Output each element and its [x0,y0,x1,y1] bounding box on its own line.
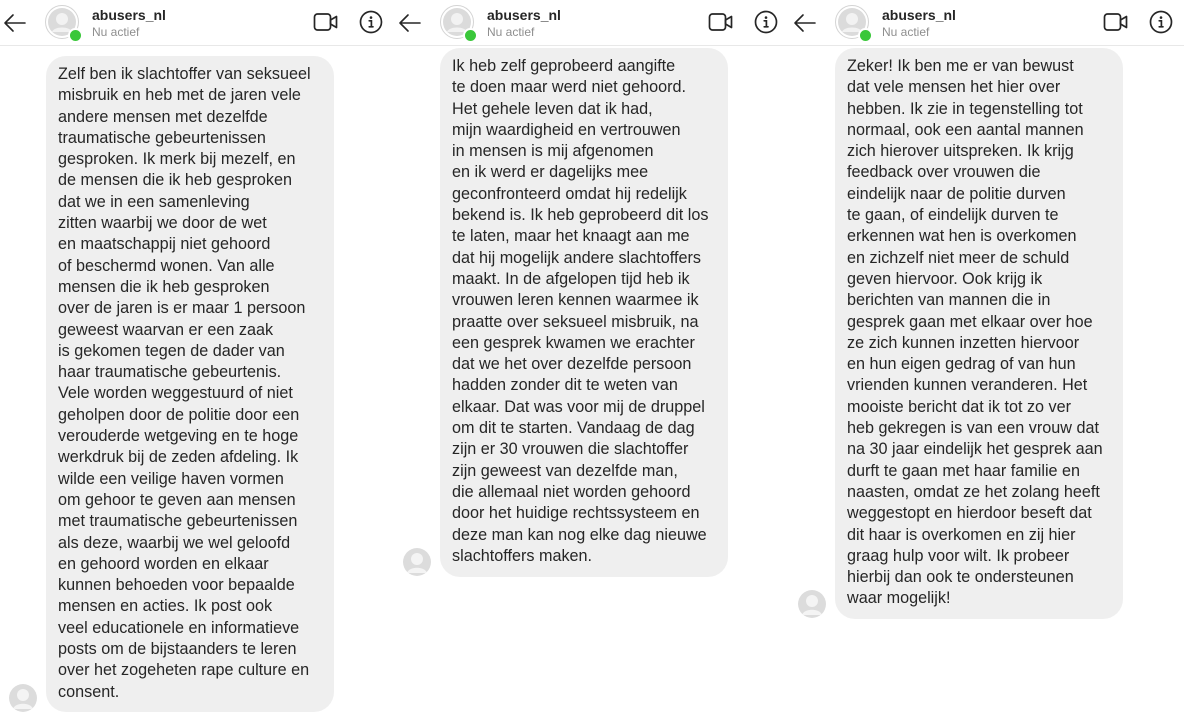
arrow-left-icon [2,10,28,36]
message-line: misbruik en heb met de jaren vele [58,86,301,105]
message-line: een gesprek kwamen we erachter [452,333,695,352]
message-line: te doen maar werd niet gehoord. [452,78,686,97]
message-line: gesproken. Ik merk bij mezelf, en [58,150,296,169]
message-line: te gaan, of eindelijk durven te [847,206,1059,225]
message-line: vrouwen leren kennen waarmee ik [452,291,699,310]
conversation-info-button[interactable] [754,10,778,34]
username[interactable]: abusers_nl [487,7,561,23]
message-line: berichten van mannen die in [847,291,1051,310]
message-line: door het huidige rechtssysteem en [452,504,700,523]
message-line: Zelf ben ik slachtoffer van seksueel [58,65,311,83]
message-line: mensen en acties. Ik post ook [58,597,273,616]
video-call-button[interactable] [1103,11,1129,33]
message-line: dat we het over dezelfde persoon [452,355,692,374]
message-line: waar mogelijk! [847,589,951,608]
message-line: Het gehele leven dat ik had, [452,99,653,118]
sender-avatar[interactable] [798,590,826,618]
message-line: veel educationele en informatieve [58,618,300,637]
message-line: geconfronteerd omdat hij redelijk [452,184,687,203]
default-avatar-icon [798,590,826,618]
message-line: heb gekregen is van een vrouw dat [847,419,1099,438]
message-line: posts om de bijstaanders te leren [58,640,297,659]
message-line: als deze, waarbij we wel geloofd [58,533,291,552]
arrow-left-icon [397,10,423,36]
info-icon [359,10,383,34]
message-line: dat vele mensen het hier over [847,78,1061,97]
message-line: consent. [58,682,120,701]
active-status: Nu actief [487,25,535,39]
message-line: elkaar. Dat was voor mij de druppel [452,397,705,416]
sender-avatar[interactable] [9,684,37,712]
message-line: maakt. In de afgelopen tijd heb ik [452,269,690,288]
message-line: verouderde wetgeving en te hoge [58,427,299,446]
message-line: over het zogeheten rape culture en [58,661,310,680]
message-line: kunnen behoeden voor bepaalde [58,576,295,595]
message-line: graag hulp voor wilt. Ik probeer [847,546,1070,565]
username[interactable]: abusers_nl [92,7,166,23]
message-line: feedback over vrouwen die [847,163,1041,182]
message-line: na 30 jaar eindelijk het gesprek aan [847,440,1103,459]
message-line: en maatschappij niet gehoord [58,235,271,254]
back-button[interactable] [792,10,818,36]
message-line: Zeker! Ik ben me er van bewust [847,57,1074,75]
chat-header [790,0,1184,46]
video-call-button[interactable] [313,11,339,33]
message-line: hierbij dan ook te ondersteunen [847,568,1074,587]
message-line: is gekomen tegen de dader van [58,341,285,360]
info-icon [1149,10,1173,34]
online-status-dot [858,28,873,43]
message-line: werkdruk bij de zeden afdeling. Ik [58,448,299,467]
message-line: mooiste bericht dat ik tot zo ver [847,397,1072,416]
active-status: Nu actief [882,25,930,39]
message-line: bekend is. Ik heb geprobeerd dit los [452,206,709,225]
message-line: geven hiervoor. Ook krijg ik [847,269,1043,288]
message-line: met traumatische gebeurtenissen [58,512,298,531]
message-line: om gehoor te geven aan mensen [58,490,296,509]
online-status-dot [463,28,478,43]
message-line: dat hij mogelijk andere slachtoffers [452,248,701,267]
default-avatar-icon [403,548,431,576]
message-line: om dit te starten. Vandaag de dag [452,419,695,438]
message-line: gesprek gaan met elkaar over hoe [847,312,1093,331]
message-bubble[interactable] [46,56,334,712]
message-line: zijn er 30 vrouwen die slachtoffer [452,440,689,459]
chat-panel-1 [0,0,395,717]
message-line: ze zich kunnen inzetten hiervoor [847,333,1080,352]
username[interactable]: abusers_nl [882,7,956,23]
message-line: praatte over seksueel misbruik, na [452,312,699,331]
message-line: traumatische gebeurtenissen [58,128,266,147]
default-avatar-icon [9,684,37,712]
message-bubble[interactable] [440,48,728,577]
online-status-dot [68,28,83,43]
chat-panel-2 [395,0,790,717]
message-bubble[interactable] [835,48,1123,619]
message-line: slachtoffers maken. [452,546,593,565]
message-line: hebben. Ik zie in tegenstelling tot [847,99,1083,118]
message-line: naasten, omdat ze het zolang heeft [847,482,1100,501]
message-line: te laten, maar het knaagt aan me [452,227,690,246]
message-line: deze man kan nog elke dag nieuwe [452,525,707,544]
message-line: wilde een veilige haven vormen [58,469,284,488]
chat-panel-3 [790,0,1184,717]
active-status: Nu actief [92,25,140,39]
back-button[interactable] [397,10,423,36]
message-line: weggestopt en hierdoor beseft dat [847,504,1092,523]
message-line: mensen die ik heb gesproken [58,277,270,296]
message-line: en ik werd er dagelijks mee [452,163,649,182]
message-line: geholpen door de politie door een [58,405,300,424]
message-line: erkennen wat hen is overkomen [847,227,1077,246]
message-line: zich hierover uitspreken. Ik krijg [847,142,1074,161]
message-line: eindelijk naar de politie durven [847,184,1066,203]
arrow-left-icon [792,10,818,36]
message-line: over de jaren is er maar 1 persoon [58,299,306,318]
message-line: of beschermd wonen. Van alle [58,256,275,275]
message-line: haar traumatische gebeurtenis. [58,363,282,382]
back-button[interactable] [2,10,28,36]
message-line: geweest waarvan er een zaak [58,320,274,339]
message-line: en zichzelf niet meer de schuld [847,248,1070,267]
chat-header [0,0,395,46]
message-line: dat we in een samenleving [58,192,250,211]
message-line: dit haar is overkomen en zij hier [847,525,1076,544]
video-camera-icon [708,11,734,33]
chat-header [395,0,790,46]
message-line: de mensen die ik heb gesproken [58,171,292,190]
message-line: andere mensen met dezelfde [58,107,268,126]
message-line: die allemaal niet worden gehoord [452,482,691,501]
video-camera-icon [313,11,339,33]
message-line: durft te gaan met haar familie en [847,461,1081,480]
message-line: in mensen is mij afgenomen [452,142,654,161]
message-line: en gehoord worden en elkaar [58,554,269,573]
message-line: Ik heb zelf geprobeerd aangifte [452,57,676,75]
sender-avatar[interactable] [403,548,431,576]
message-line: hadden zonder dit te weten van [452,376,678,395]
message-line: zitten waarbij we door de wet [58,214,267,233]
message-line: en hun eigen gedrag of van hun [847,355,1076,374]
profile-avatar[interactable] [440,5,474,39]
conversation-info-button[interactable] [1149,10,1173,34]
info-icon [754,10,778,34]
message-line: mijn waardigheid en vertrouwen [452,120,681,139]
message-line: normaal, ook een aantal mannen [847,120,1084,139]
message-line: Vele worden weggestuurd of niet [58,384,293,403]
message-line: zijn geweest van dezelfde man, [452,461,678,480]
message-line: vrienden kunnen veranderen. Het [847,376,1088,395]
profile-avatar[interactable] [45,5,79,39]
profile-avatar[interactable] [835,5,869,39]
video-camera-icon [1103,11,1129,33]
conversation-info-button[interactable] [359,10,383,34]
video-call-button[interactable] [708,11,734,33]
